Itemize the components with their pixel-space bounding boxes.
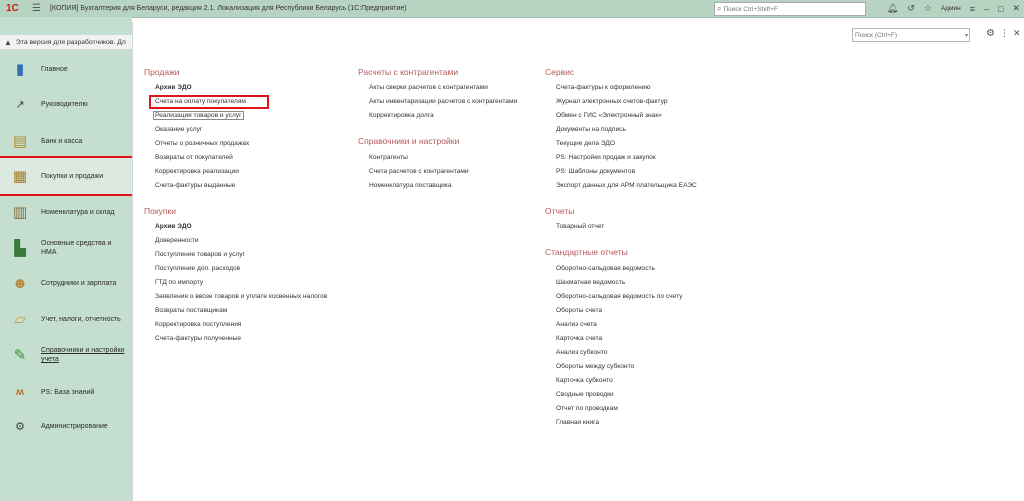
link-sales-goods-services[interactable]: Реализация товаров и услуг xyxy=(155,112,242,119)
window-title: [КОПИЯ] Бухгалтерия для Беларуси, редакция 2.1. Локализация для Республики Беларусь (1С:Предприятие) xyxy=(50,5,407,12)
section-admin[interactable] xyxy=(0,414,132,438)
chart-icon: ▮ xyxy=(15,61,25,78)
link-receipt-adjustment[interactable]: Корректировка поступления xyxy=(155,321,242,328)
gear-icon[interactable]: ⚙ xyxy=(986,28,995,39)
section-label: Учет, налоги, отчетность xyxy=(41,315,121,323)
settings-doc-icon: ✎ xyxy=(13,347,27,364)
admin-icon: ⚙ xyxy=(15,420,25,433)
link-extra-expenses[interactable]: Поступление доп. расходов xyxy=(155,265,241,272)
window-titlebar xyxy=(0,0,1024,18)
section-label: Сотрудники и зарплата xyxy=(41,279,117,287)
group-title-settlements: Расчеты с контрагентами xyxy=(358,67,459,77)
section-label: Номенклатура и склад xyxy=(41,208,115,216)
section-label: Покупки и продажи xyxy=(41,172,104,180)
section-label: Банк и касса xyxy=(41,137,83,145)
settings-menu-icon[interactable]: ≡ xyxy=(969,3,975,14)
section-label: Администрирование xyxy=(41,422,108,430)
link-edo-archive[interactable]: Архив ЭДО xyxy=(155,84,192,91)
section-label: Справочники и настройки учета xyxy=(41,347,125,363)
link-customer-returns[interactable]: Возвраты от покупателей xyxy=(155,154,233,161)
link-account-analysis[interactable]: Анализ счета xyxy=(556,321,597,328)
link-invoices-received[interactable]: Счета-фактуры полученные xyxy=(155,335,242,342)
section-main[interactable] xyxy=(0,57,132,81)
developer-warning-text: Эта версия для разработчиков. Дл xyxy=(15,38,126,46)
link-ps-templates[interactable]: PS: Шаблоны документов xyxy=(556,168,636,175)
sales-icon: ▦ xyxy=(12,168,28,185)
group-title-service: Сервис xyxy=(545,67,575,77)
section-bank[interactable] xyxy=(0,129,132,153)
folder-icon: ▱ xyxy=(14,311,26,328)
link-import-applications[interactable]: Заявления о ввозе товаров и уплате косвенных налогов xyxy=(155,293,328,300)
section-staff[interactable] xyxy=(0,271,132,295)
section-label: PS: База знаний xyxy=(41,388,95,396)
warning-icon: ▲ xyxy=(4,37,12,47)
group-title-purchases: Покупки xyxy=(144,206,176,216)
link-supplier-nomenclature[interactable]: Номенклатура поставщика xyxy=(369,182,452,189)
section-manager[interactable] xyxy=(0,92,132,116)
link-invoices-to-customers[interactable]: Счета на оплату покупателям xyxy=(155,98,246,105)
link-einvoice-journal[interactable]: Журнал электронных счетов-фактур xyxy=(556,98,668,105)
global-search-input[interactable] xyxy=(723,6,853,13)
maximize-icon[interactable]: □ xyxy=(998,3,1004,14)
link-entries-report[interactable]: Отчет по проводкам xyxy=(556,405,618,412)
link-account-trial-balance[interactable]: Оборотно-сальдовая ведомость по счету xyxy=(556,293,683,300)
link-chess-sheet[interactable]: Шахматная ведомость xyxy=(556,279,626,286)
group-title-sales: Продажи xyxy=(144,67,180,77)
panel-search-input[interactable] xyxy=(853,32,965,39)
link-supplier-returns[interactable]: Возвраты поставщикам xyxy=(155,307,228,314)
section-knowledge[interactable] xyxy=(0,380,132,404)
link-goods-receipt[interactable]: Поступление товаров и услуг xyxy=(155,251,245,258)
link-counterparties[interactable]: Контрагенты xyxy=(369,154,408,161)
bank-icon: ▤ xyxy=(12,133,28,150)
group-title-references: Справочники и настройки xyxy=(358,136,460,146)
section-assets[interactable] xyxy=(0,235,132,261)
section-sales-purchases[interactable] xyxy=(0,158,132,194)
section-function-panel xyxy=(132,22,1024,501)
link-invoices-issued[interactable]: Счета-фактуры выданные xyxy=(155,182,236,189)
section-accounting[interactable] xyxy=(0,307,132,331)
link-subconto-analysis[interactable]: Анализ субконто xyxy=(556,349,608,356)
history-icon[interactable]: ↺ xyxy=(907,3,915,13)
user-name[interactable]: Админ xyxy=(940,5,961,12)
section-warehouse[interactable] xyxy=(0,200,132,224)
section-label: Руководителю xyxy=(41,100,88,108)
link-account-turnover[interactable]: Обороты счета xyxy=(556,307,603,314)
link-subconto-card[interactable]: Карточка субконто xyxy=(556,377,613,384)
link-power-of-attorney[interactable]: Доверенности xyxy=(155,237,199,244)
section-label: Основные средства и НМА xyxy=(41,240,112,256)
link-edo-current-tasks[interactable]: Текущие дела ЭДО xyxy=(556,140,615,147)
developer-warning[interactable] xyxy=(0,35,132,50)
close-window-icon[interactable]: ✕ xyxy=(1012,3,1020,13)
link-gis-exchange[interactable]: Обмен с ГИС «Электронный знак» xyxy=(556,112,662,119)
close-icon[interactable]: ✕ xyxy=(1013,28,1021,38)
link-edo-archive-purchases[interactable]: Архив ЭДО xyxy=(155,223,192,230)
search-icon: ⌕ xyxy=(717,4,722,13)
star-icon[interactable]: ☆ xyxy=(923,3,932,13)
group-title-reports: Отчеты xyxy=(545,206,575,216)
bell-icon[interactable]: 🔔︎ xyxy=(886,3,899,13)
link-ps-settings[interactable]: PS: Настройки продаж и закупок xyxy=(556,154,656,161)
trend-icon: ↗ xyxy=(15,98,25,111)
link-retail-reports[interactable]: Отчеты о розничных продажах xyxy=(155,140,250,147)
link-general-ledger[interactable]: Главная книга xyxy=(556,419,600,426)
global-search-field[interactable] xyxy=(714,2,866,16)
link-inventory-acts[interactable]: Акты инвентаризации расчетов с контрагентами xyxy=(369,98,518,105)
titlebar-tools xyxy=(887,0,1020,17)
assets-icon: ▙ xyxy=(14,240,26,257)
section-references[interactable] xyxy=(0,342,132,368)
link-docs-to-sign[interactable]: Документы на подпись xyxy=(556,126,626,133)
link-summary-entries[interactable]: Сводные проводки xyxy=(556,391,614,398)
app-logo: 1С xyxy=(6,3,19,14)
panel-search-field[interactable] xyxy=(852,28,970,42)
link-trial-balance[interactable]: Оборотно-сальдовая ведомость xyxy=(556,265,655,272)
link-subconto-turnover[interactable]: Обороты между субконто xyxy=(556,363,635,370)
highlight-box xyxy=(149,95,269,109)
group-title-standard-reports: Стандартные отчеты xyxy=(545,247,628,257)
more-icon[interactable]: ⋮ xyxy=(1000,28,1009,38)
link-sales-adjustment[interactable]: Корректировка реализации xyxy=(155,168,239,175)
link-reconciliation-acts[interactable]: Акты сверки расчетов с контрагентами xyxy=(369,84,488,91)
link-import-declaration[interactable]: ГТД по импорту xyxy=(155,279,204,286)
search-dropdown-icon[interactable]: ▾ xyxy=(965,32,969,39)
knowledge-icon: ʍ xyxy=(16,386,24,398)
link-services-rendered[interactable]: Оказание услуг xyxy=(155,126,203,133)
link-debt-adjustment[interactable]: Корректировка долга xyxy=(369,112,434,119)
warehouse-icon: ▥ xyxy=(12,204,28,221)
minimize-icon[interactable]: – xyxy=(984,3,990,14)
section-label: Главное xyxy=(41,65,68,73)
link-invoices-to-issue[interactable]: Счета-фактуры к оформлению xyxy=(556,84,651,91)
link-account-card[interactable]: Карточка счета xyxy=(556,335,603,342)
link-settlement-accounts[interactable]: Счета расчетов с контрагентами xyxy=(369,168,469,175)
staff-icon: ☻ xyxy=(12,274,28,292)
link-goods-report[interactable]: Товарный отчет xyxy=(556,223,605,230)
link-eaeu-export[interactable]: Экспорт данных для АРМ плательщика ЕАЭС xyxy=(556,182,697,189)
main-menu-icon[interactable]: ☰ xyxy=(32,3,41,14)
